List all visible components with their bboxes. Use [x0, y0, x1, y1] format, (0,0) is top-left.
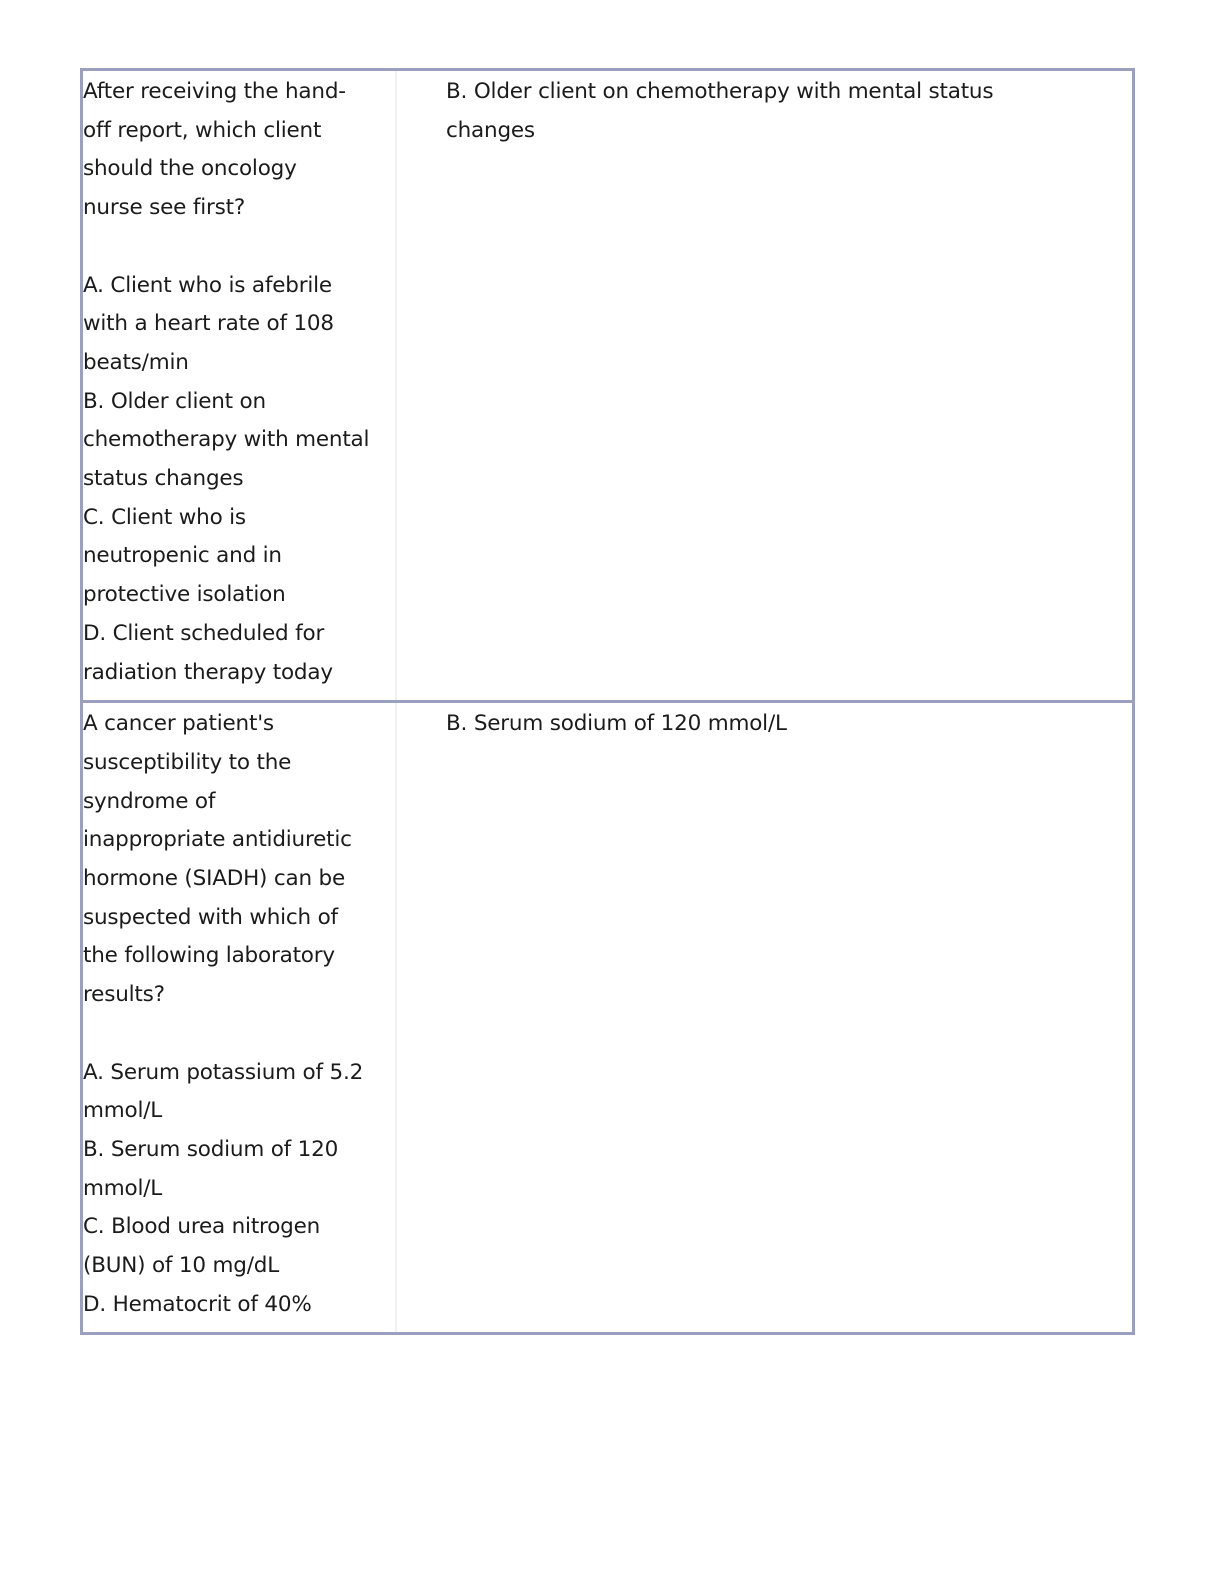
option-line: D. Hematocrit of 40%: [83, 1291, 312, 1317]
answer-line: changes: [446, 117, 535, 143]
spacer: [83, 228, 389, 267]
answer-cell: [397, 71, 1132, 700]
option-line: A. Serum potassium of 5.2: [83, 1059, 364, 1085]
flashcard-row-2: [83, 700, 1132, 1332]
answer-cell: [397, 703, 1132, 1332]
question-line: inappropriate antidiuretic: [83, 827, 352, 853]
question-line: nurse see first?: [83, 195, 246, 221]
question-cell: [83, 703, 397, 1332]
option-line: B. Serum sodium of 120: [83, 1136, 339, 1162]
option-line: radiation therapy today: [83, 659, 333, 685]
question-line: After receiving the hand-: [83, 79, 346, 104]
option-line: chemotherapy with mental: [83, 427, 370, 453]
question-line: the following laboratory: [83, 943, 335, 969]
option-line: B. Older client on: [83, 388, 266, 414]
answer-line: B. Serum sodium of 120 mmol/L: [446, 711, 787, 737]
spacer: [83, 1015, 389, 1054]
option-line: neutropenic and in: [83, 543, 282, 569]
question-cell: [83, 71, 397, 700]
question-line: suspected with which of: [83, 904, 338, 930]
option-line: (BUN) of 10 mg/dL: [83, 1253, 279, 1279]
answer-line: B. Older client on chemotherapy with mental status: [446, 79, 994, 104]
option-line: mmol/L: [83, 1175, 163, 1201]
question-line: susceptibility to the: [83, 749, 292, 775]
question-line: should the oncology: [83, 156, 297, 182]
question-line: off report, which client: [83, 117, 322, 143]
option-line: D. Client scheduled for: [83, 620, 325, 646]
option-line: C. Client who is: [83, 504, 246, 530]
option-line: with a heart rate of 108: [83, 311, 334, 337]
question-line: hormone (SIADH) can be: [83, 866, 345, 892]
option-line: protective isolation: [83, 582, 286, 608]
option-line: beats/min: [83, 349, 189, 375]
option-line: A. Client who is afebrile: [83, 272, 332, 298]
option-line: status changes: [83, 466, 244, 492]
question-line: A cancer patient's: [83, 711, 274, 737]
flashcard-row-1: [83, 71, 1132, 700]
option-line: mmol/L: [83, 1098, 163, 1124]
option-line: C. Blood urea nitrogen: [83, 1214, 321, 1240]
question-line: results?: [83, 982, 165, 1008]
flashcard-table: [80, 68, 1135, 1335]
question-line: syndrome of: [83, 788, 216, 814]
